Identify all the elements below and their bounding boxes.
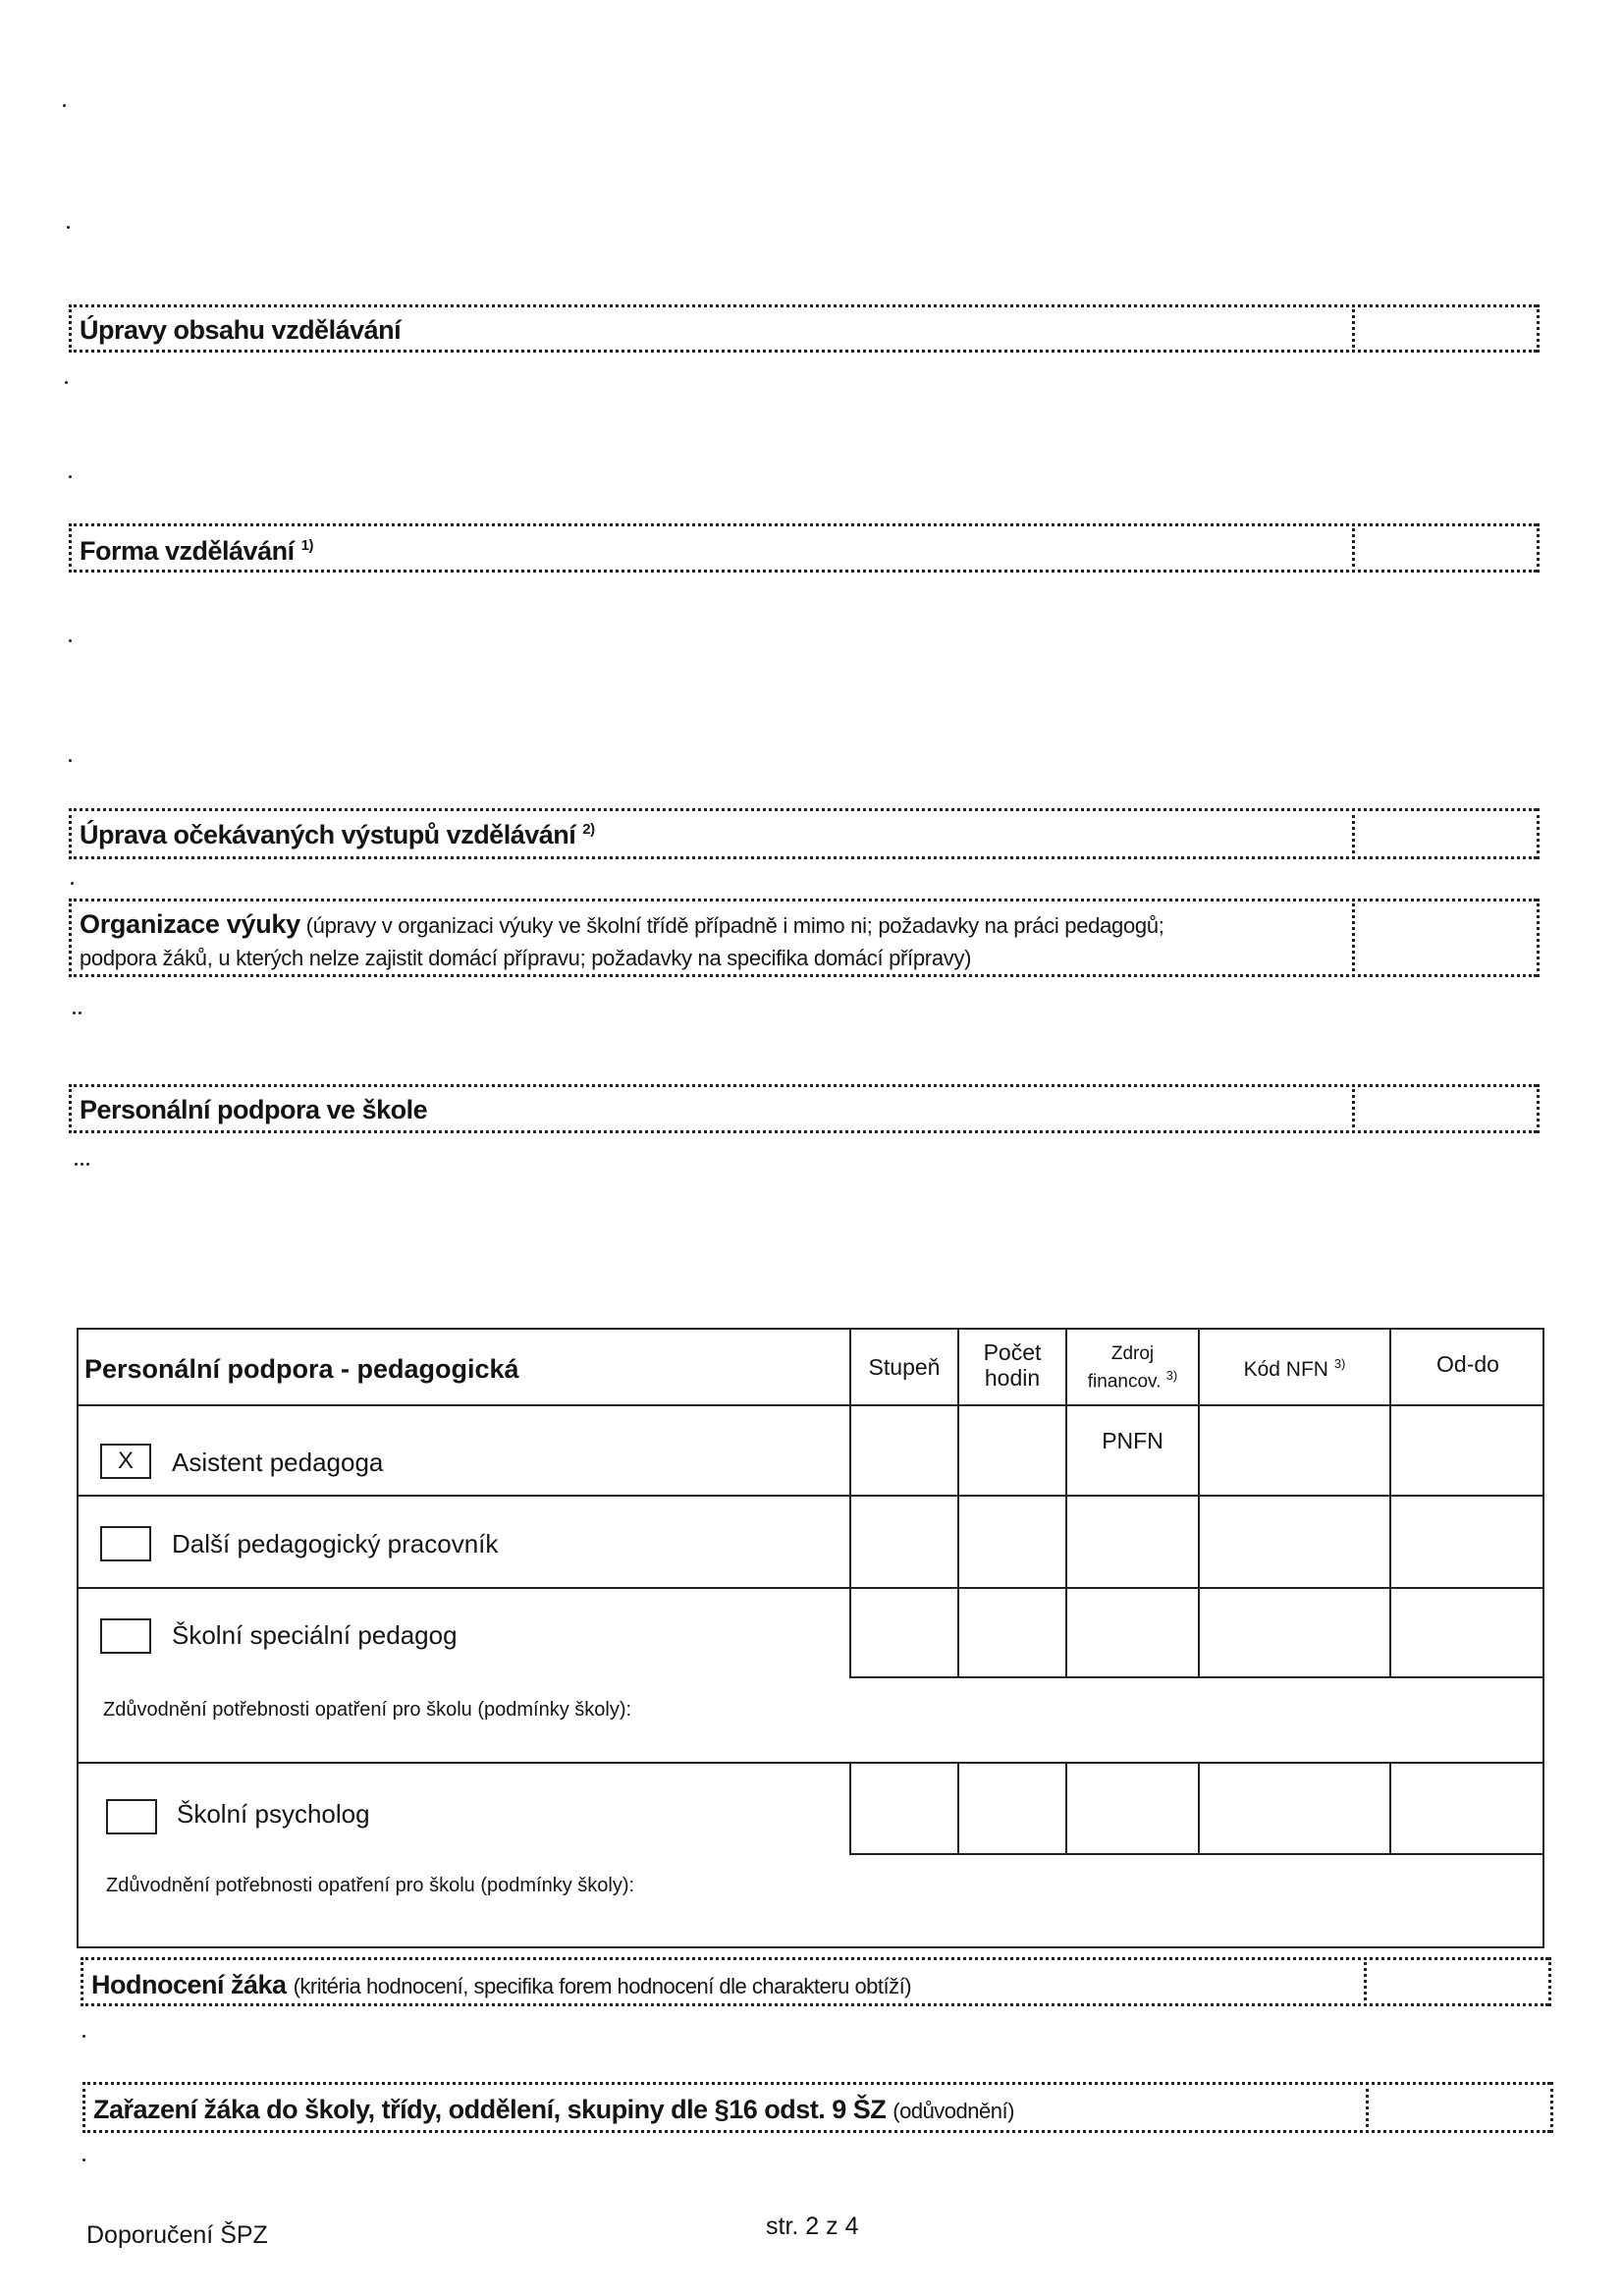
table-column-divider xyxy=(1389,1330,1391,1678)
section-title: Úpravy obsahu vzdělávání xyxy=(80,315,402,345)
section-hodnoceni-zaka xyxy=(81,1957,1548,2006)
section-title: Personální podpora ve škole xyxy=(80,1095,428,1124)
section-title: Hodnocení žáka (kritéria hodnocení, specifika forem hodnocení dle charakteru obtíží) xyxy=(91,1970,912,1999)
scan-dot xyxy=(81,1163,83,1166)
header-od-do: Od-do xyxy=(1436,1351,1499,1377)
table-column-divider xyxy=(1389,1762,1391,1855)
row-label-skolni-specialni-pedagog: Školní speciální pedagog xyxy=(172,1620,458,1650)
scan-dot xyxy=(82,2035,85,2038)
table-divider xyxy=(849,1853,1542,1855)
checkbox-skolni-psycholog[interactable] xyxy=(106,1799,157,1834)
table-column-divider xyxy=(1198,1330,1200,1678)
row-label-asistent-pedagoga: Asistent pedagoga xyxy=(172,1448,384,1477)
scan-dot xyxy=(65,381,68,384)
scan-dot xyxy=(79,1011,81,1014)
section-organizace-vyuky xyxy=(69,899,1537,977)
scan-dot xyxy=(67,226,70,229)
table-divider xyxy=(79,1404,1542,1406)
table-title: Personální podpora - pedagogická xyxy=(84,1354,519,1384)
personal-support-table xyxy=(77,1328,1544,1948)
scan-dot xyxy=(75,1163,78,1166)
section-title: Úprava očekávaných výstupů vzdělávání $^{2)}$ xyxy=(80,820,595,849)
table-divider xyxy=(79,1587,1542,1589)
section-uprava-vystupu xyxy=(69,808,1537,859)
section-title: Forma vzdělávání $^{1)}$ xyxy=(80,536,313,566)
scan-dot xyxy=(82,2159,85,2161)
row-label-dalsi-pedagogicky-pracovnik: Další pedagogický pracovník xyxy=(172,1529,499,1558)
section-title: Organizace výuky (úpravy v organizaci výuky ve školní třídě případně i mimo ni; požadavky na práci pedagogů; xyxy=(80,909,1164,939)
header-zdroj-financovani: Zdroj financov. $^{3)}$ xyxy=(1087,1343,1178,1393)
section-description: podpora žáků, u kterých nelze zajistit domácí přípravu; požadavky na specifika domácí přípravy) xyxy=(80,946,972,970)
table-divider xyxy=(849,1676,1542,1678)
table-column-divider xyxy=(957,1762,959,1855)
checkbox-skolni-specialni-pedagog[interactable] xyxy=(100,1618,151,1654)
footer-page-number: str. 2 z 4 xyxy=(766,2213,859,2240)
footer-document-name: Doporučení ŠPZ xyxy=(86,2221,268,2249)
table-column-divider xyxy=(849,1762,851,1855)
header-stupen: Stupeň xyxy=(868,1354,941,1380)
table-divider xyxy=(79,1762,1542,1764)
section-input-box[interactable] xyxy=(1352,304,1540,353)
section-input-box[interactable] xyxy=(1352,808,1540,859)
table-divider xyxy=(79,1495,1542,1497)
justification-label: Zdůvodnění potřebnosti opatření pro školu (podmínky školy): xyxy=(103,1699,632,1721)
row-label-skolni-psycholog: Školní psycholog xyxy=(177,1799,370,1829)
scan-dot xyxy=(71,882,74,885)
scan-dot xyxy=(73,1011,76,1014)
section-zarazeni-zaka xyxy=(82,2082,1550,2133)
checkbox-asistent-pedagoga[interactable]: X xyxy=(100,1444,151,1479)
section-title: Zařazení žáka do školy, třídy, oddělení, skupiny dle §16 odst. 9 ŠZ (odůvodnění) xyxy=(93,2095,1014,2124)
scan-dot xyxy=(69,475,72,478)
table-column-divider xyxy=(1065,1762,1067,1855)
section-forma-vzdelavani xyxy=(69,523,1537,573)
header-pocet-hodin: Počet hodin xyxy=(983,1339,1042,1391)
scan-dot xyxy=(63,104,66,107)
section-input-box[interactable] xyxy=(1352,1084,1540,1133)
section-upravy-obsahu xyxy=(69,304,1537,353)
scan-dot xyxy=(69,639,72,642)
section-input-box[interactable] xyxy=(1366,2082,1553,2133)
scan-dot xyxy=(86,1163,89,1166)
header-kod-nfn: Kód NFN $^{3)}$ xyxy=(1243,1356,1346,1381)
section-input-box[interactable] xyxy=(1352,899,1540,977)
scan-dot xyxy=(69,759,72,762)
section-input-box[interactable] xyxy=(1352,523,1540,573)
table-column-divider xyxy=(1198,1762,1200,1855)
table-column-divider xyxy=(849,1330,851,1678)
section-personalni-podpora-ve-skole xyxy=(69,1084,1537,1133)
section-input-box[interactable] xyxy=(1364,1957,1551,2006)
cell-zdroj-financovani[interactable]: PNFN xyxy=(1102,1428,1163,1453)
checkbox-dalsi-pedagogicky-pracovnik[interactable] xyxy=(100,1526,151,1561)
justification-label: Zdůvodnění potřebnosti opatření pro školu (podmínky školy): xyxy=(106,1875,635,1896)
